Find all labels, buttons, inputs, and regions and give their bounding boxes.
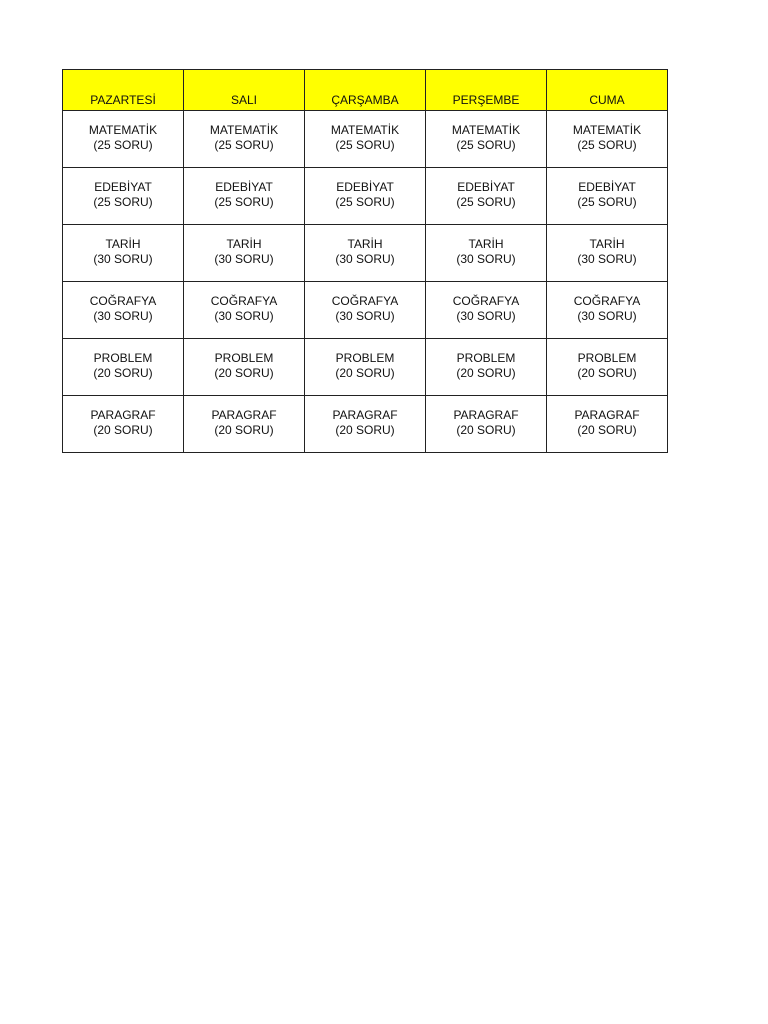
question-count: (25 SORU) [214,195,274,209]
table-row [63,225,668,282]
question-count: (25 SORU) [93,138,153,152]
question-count: (30 SORU) [214,252,274,266]
day-header-monday: PAZARTESİ [63,70,184,111]
question-count: (30 SORU) [335,252,395,266]
subject-label: COĞRAFYA [89,294,157,308]
day-header-wednesday: ÇARŞAMBA [305,70,426,111]
subject-label: PARAGRAF [453,408,519,422]
schedule-cell-friday [547,396,668,453]
subject-label: MATEMATİK [451,123,521,137]
subject-label: MATEMATİK [88,123,158,137]
question-count: (25 SORU) [335,195,395,209]
question-count: (30 SORU) [335,309,395,323]
schedule-cell-friday [547,225,668,282]
subject-label: PARAGRAF [574,408,640,422]
header-row [63,70,668,111]
schedule-cell-monday [63,282,184,339]
question-count: (25 SORU) [93,195,153,209]
schedule-cell-thursday [426,111,547,168]
subject-label: PROBLEM [456,351,516,365]
subject-label: PROBLEM [335,351,395,365]
question-count: (25 SORU) [577,195,637,209]
subject-label: TARİH [105,237,141,251]
schedule-cell-tuesday [184,225,305,282]
subject-label: EDEBİYAT [215,180,273,194]
question-count: (25 SORU) [577,138,637,152]
schedule-cell-friday [547,282,668,339]
subject-label: TARİH [226,237,262,251]
question-count: (30 SORU) [456,309,516,323]
subject-label: MATEMATİK [209,123,279,137]
schedule-cell-thursday [426,168,547,225]
question-count: (30 SORU) [577,252,637,266]
schedule-cell-friday [547,339,668,396]
subject-label: MATEMATİK [572,123,642,137]
subject-label: PARAGRAF [90,408,156,422]
schedule-cell-friday [547,168,668,225]
question-count: (30 SORU) [93,309,153,323]
weekly-study-schedule-table [62,69,668,453]
question-count: (30 SORU) [214,309,274,323]
question-count: (20 SORU) [335,366,395,380]
schedule-cell-tuesday [184,111,305,168]
subject-label: EDEBİYAT [336,180,394,194]
question-count: (25 SORU) [214,138,274,152]
subject-label: MATEMATİK [330,123,400,137]
table-row [63,339,668,396]
question-count: (20 SORU) [214,366,274,380]
schedule-cell-monday [63,339,184,396]
schedule-cell-monday [63,225,184,282]
subject-label: TARİH [347,237,383,251]
table-row [63,396,668,453]
subject-label: COĞRAFYA [452,294,520,308]
schedule-cell-wednesday [305,225,426,282]
subject-label: PARAGRAF [211,408,277,422]
subject-label: EDEBİYAT [94,180,152,194]
schedule-cell-wednesday [305,396,426,453]
schedule-cell-monday [63,168,184,225]
schedule-cell-thursday [426,282,547,339]
subject-label: TARİH [468,237,504,251]
day-header-friday: CUMA [547,70,668,111]
question-count: (20 SORU) [93,423,153,437]
question-count: (30 SORU) [577,309,637,323]
question-count: (20 SORU) [577,423,637,437]
schedule-cell-tuesday [184,339,305,396]
subject-label: COĞRAFYA [210,294,278,308]
schedule-cell-wednesday [305,282,426,339]
schedule-cell-thursday [426,225,547,282]
schedule-cell-tuesday [184,396,305,453]
subject-label: COĞRAFYA [331,294,399,308]
question-count: (20 SORU) [93,366,153,380]
schedule-cell-thursday [426,339,547,396]
schedule-cell-tuesday [184,168,305,225]
subject-label: TARİH [589,237,625,251]
question-count: (25 SORU) [335,138,395,152]
day-header-thursday: PERŞEMBE [426,70,547,111]
question-count: (20 SORU) [456,366,516,380]
schedule-cell-thursday [426,396,547,453]
subject-label: PROBLEM [93,351,153,365]
table-row [63,111,668,168]
subject-label: EDEBİYAT [578,180,636,194]
schedule-cell-wednesday [305,168,426,225]
question-count: (30 SORU) [93,252,153,266]
question-count: (20 SORU) [335,423,395,437]
question-count: (20 SORU) [456,423,516,437]
subject-label: EDEBİYAT [457,180,515,194]
subject-label: COĞRAFYA [573,294,641,308]
question-count: (25 SORU) [456,138,516,152]
subject-label: PROBLEM [577,351,637,365]
table-row [63,168,668,225]
schedule-cell-wednesday [305,339,426,396]
question-count: (20 SORU) [577,366,637,380]
subject-label: PROBLEM [214,351,274,365]
question-count: (20 SORU) [214,423,274,437]
schedule-cell-tuesday [184,282,305,339]
schedule-cell-monday [63,111,184,168]
question-count: (30 SORU) [456,252,516,266]
schedule-cell-wednesday [305,111,426,168]
subject-label: PARAGRAF [332,408,398,422]
schedule-cell-friday [547,111,668,168]
day-header-tuesday: SALI [184,70,305,111]
table-row [63,282,668,339]
question-count: (25 SORU) [456,195,516,209]
schedule-cell-monday [63,396,184,453]
schedule-body [63,111,668,453]
